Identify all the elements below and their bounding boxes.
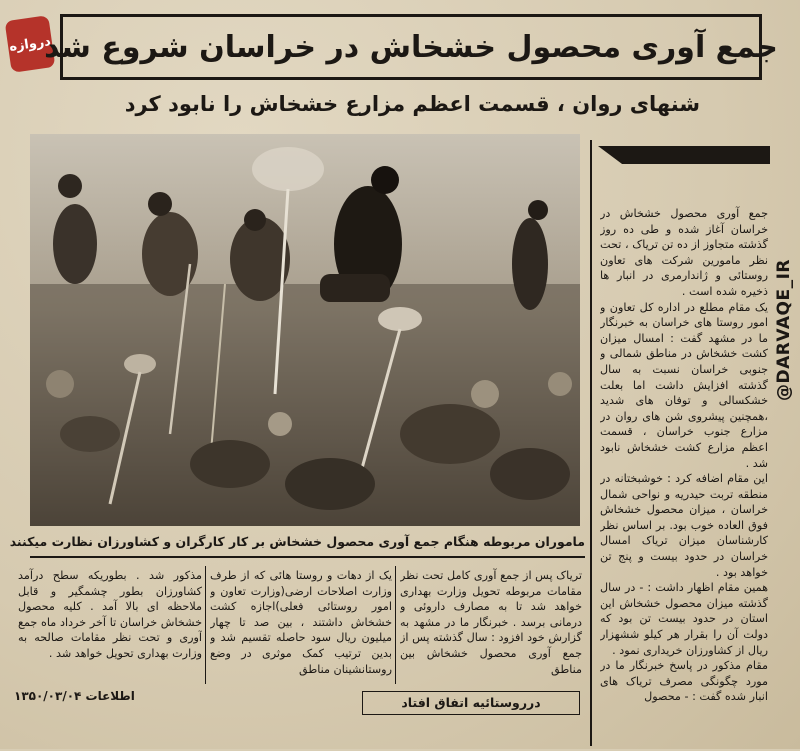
- paragraph: این مقام اضافه کرد : خوشبختانه در منطقه تربت حیدریه و نواحی شمال خراسان ، میزان محصول خشخاش فوق العاده خوب بود. بر اساس نظر کارشناسان میزان تریاک امسال خراسان در حدود بیست و پنج تن خواهد بود .: [600, 472, 768, 579]
- column-header-bar: [598, 146, 770, 164]
- paragraph: یک مقام مطلع در اداره کل تعاون و امور روستا های خراسان به خبرنگار ما در مشهد گفت : امسال میزان کشت خشخاش در مناطق شمالی و جنوبی خراسان نسبت به سال گذشته افزایش داشت اما بعلت خشکسالی و توفان های شدید ،همچنین پیشروی شن های روان در مزارع جنوب خراسان ، قسمت اعظم مزارع کشت خشخاش نابود شد .: [600, 300, 768, 470]
- right-article-column: [600, 206, 768, 751]
- column-divider: [205, 566, 206, 684]
- boxed-section-title: درروستائیه اتفاق افتاد: [362, 691, 580, 715]
- article-column-c: [18, 568, 202, 686]
- source-date: اطلاعات ۱۳۵۰/۰۳/۰۴: [14, 689, 135, 703]
- article-column-b: [210, 568, 392, 686]
- paragraph: همین مقام اظهار داشت : - در سال گذشته میزان محصول خشخاش این استان در حدود بیست تن بود که دولت آن را بقرار هر کیلو ششهزار ریال از کشاورزان خریداری نمود .: [600, 581, 768, 657]
- paragraph: جمع آوری محصول خشخاش در خراسان آغاز شده و طی ده روز گذشته متجاوز از ده تن تریاک ، تحت نظر مامورین شرکت های تعاون روستائی و ژاندارمری در انبار ها ذخیره شده است .: [600, 207, 768, 298]
- paragraph: یک از دهات و روستا هائی که از طرف وزارت اصلاحات ارضی(وزارت تعاون و امور روستائی فعلی)اجازه کشت خشخاش داشتند ، بین صد تا چهار میلیون ریال سود حاصله تقسیم شد و بدین ترتیب کمک موثری در وضع روستانشینان مناطق: [210, 569, 392, 676]
- channel-watermark: [771, 200, 797, 460]
- watermark-text: @DARVAQE_IR: [774, 259, 794, 401]
- news-photo: [30, 134, 580, 526]
- paragraph: تریاک پس از جمع آوری کامل تحت نظر مقامات مربوطه تحویل وزارت بهداری خواهد شد تا به مصارف داروئی و درمانی برسد . خبرنگار ما در مشهد به گزارش خود افزود : سال گذشته پس از جمع آوری محصول خشخاش بین مناطق: [400, 569, 582, 676]
- poppy-field-photo: [30, 134, 580, 526]
- photo-caption: ماموران مربوطه هنگام جمع آوری محصول خشخاش بر کار کارگران و کشاورزان نظارت میکنند: [9, 534, 585, 549]
- paragraph: مقام مذکور در پاسخ خبرنگار ما در مورد چگونگی مصرف تریاک های انبار شده گفت : - محصول: [600, 659, 768, 704]
- column-divider: [590, 140, 592, 746]
- darvaqe-logo: دروازه: [5, 15, 56, 73]
- column-divider: [395, 566, 396, 684]
- article-column-a: [400, 568, 582, 686]
- paragraph: مذکور شد . بطوریکه سطح درآمد کشاورزان بطور چشمگیر و قابل ملاحظه ای بالا آمد . کلیه محصول خشخاش خراسان تا آخر خرداد ماه جمع آوری و تحت نظر مقامات صالحه به وزارت بهداری تحویل خواهد شد .: [18, 569, 202, 660]
- headline: جمع آوری محصول خشخاش در خراسان شروع شد: [44, 29, 778, 65]
- caption-rule: [30, 556, 585, 558]
- headline-box: [44, 14, 778, 80]
- subheadline: شنهای روان ، قسمت اعظم مزارع خشخاش را نابود کرد: [124, 92, 700, 116]
